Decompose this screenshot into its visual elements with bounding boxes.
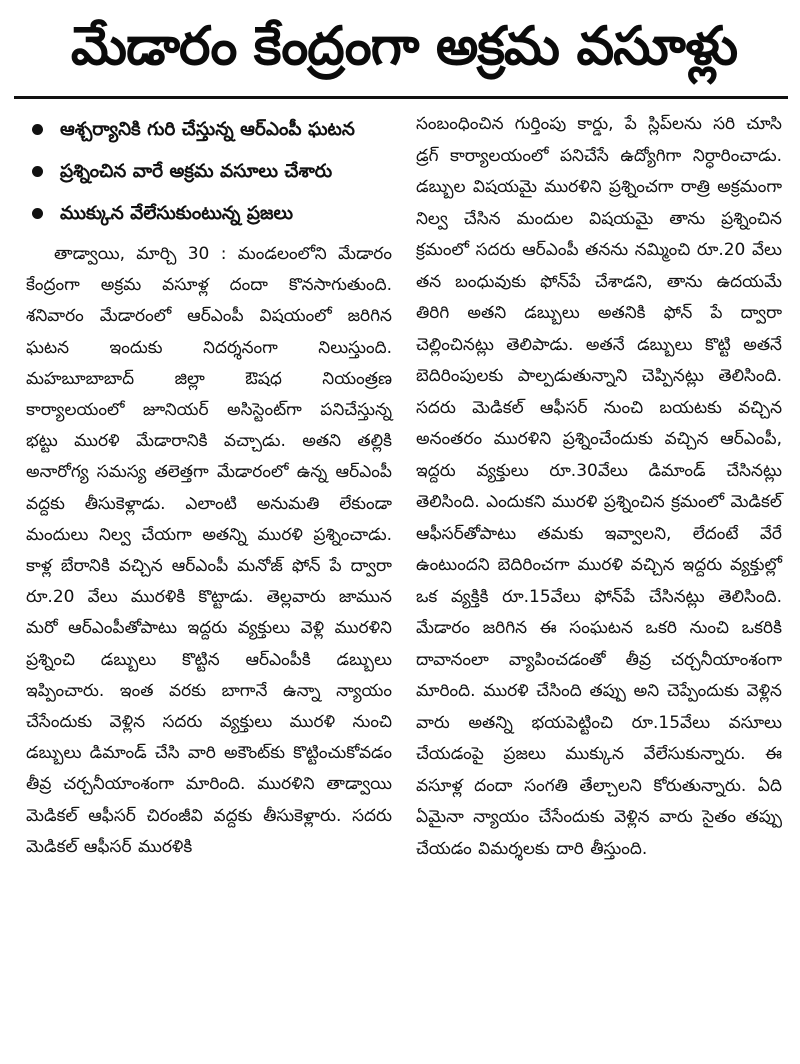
bullet-dot-icon — [32, 208, 43, 219]
subheadline-item — [26, 193, 392, 235]
bullet-dot-icon — [32, 166, 43, 177]
subheadline-item — [26, 151, 392, 193]
subheadline-text: ముక్కున వేలేసుకుంటున్న ప్రజలు — [60, 203, 294, 224]
bullet-dot-icon — [32, 124, 43, 135]
article-body-right: సంబంధించిన గుర్తింపు కార్డు, పే స్లిప్‌లను సరి చూసి డ్రగ్ కార్యాలయంలో పనిచేసే ఉద్యోగిగా నిర్ధారించాడు. డబ్బుల విషయమై మురళిని ప్రశ్నించగా రాత్రి అక్రమంగా నిల్వ చేసిన మందుల విషయమై తాను ప్రశ్నించిన క్రమంలో సదరు ఆర్‌ఎంపీ తనను నమ్మించి రూ.20 వేలు తన బంధువుకు ఫోన్‌పే చేశాడని, తాను ఉదయమే తిరిగి అతని డబ్బులు అతనికి ఫోన్ పే ద్వారా చెల్లించినట్లు తెలిపాడు. అతనే డబ్బులు కొట్టి అతనే బెదిరింపులకు పాల్పడుతున్నాని చెప్పినట్లు తెలిసింది. సదరు మెడికల్ ఆఫీసర్ నుంచి బయటకు వచ్చిన అనంతరం మురళిని ప్రశ్నించేందుకు వచ్చిన ఆర్‌ఎంపీ, ఇద్దరు వ్యక్తులు రూ.30వేలు డిమాండ్ చేసినట్లు తెలిసింది. ఎందుకని మురళి ప్రశ్నించిన క్రమంలో మెడికల్ ఆఫీసర్‌తోపాటు తమకు ఇవ్వాలని, లేదంటే వేరే ఉంటుందని బెదిరించగా మురళి వచ్చిన ఇద్దరు వ్యక్తుల్లో ఒక వ్యక్తికి రూ.15వేలు ఫోన్‌పే చేసినట్లు తెలిసింది. మేడారం జరిగిన ఈ సంఘటన ఒకరి నుంచి ఒకరికి దావానంలా వ్యాపించడంతో తీవ్ర చర్చనీయాంశంగా మారింది. మురళి చేసింది తప్పు అని చెప్పేందుకు వెళ్లిన వారు అతన్ని భయపెట్టించి రూ.15వేలు వసూలు చేయడంపై ప్రజలు ముక్కున వేలేసుకున్నారు. ఈ వసూళ్ల దందా సంగతి తేల్చాలని కోరుతున్నారు. ఏది ఏమైనా న్యాయం చేసేందుకు వెళ్లిన వారు సైతం తప్పు చేయడం విమర్శలకు దారి తీస్తుంది. — [416, 114, 782, 859]
subheadline-list — [26, 109, 392, 235]
left-column — [26, 109, 406, 865]
headline: మేడారం కేంద్రంగా అక్రమ వసూళ్లు — [70, 16, 738, 77]
subheadline-text: ఆశ్చర్యానికి గురి చేస్తున్న ఆర్‌ఎంపీ ఘటన — [60, 119, 355, 140]
headline-divider — [14, 96, 788, 99]
subheadline-item — [26, 109, 392, 151]
article-columns — [26, 109, 782, 865]
right-column — [406, 109, 782, 865]
article-body-left: తాడ్వాయి, మార్చి 30 : మండలంలోని మేడారం కేంద్రంగా అక్రమ వసూళ్ల దందా కొనసాగుతుంది. శనివారం మేడారంలో ఆర్‌ఎంపీ విషయంలో జరిగిన ఘటన ఇందుకు నిదర్శనంగా నిలుస్తుంది. మహబూబాబాద్ జిల్లా ఔషధ నియంత్రణ కార్యాలయంలో జూనియర్ అసిస్టెంట్‌గా పనిచేస్తున్న భట్టు మురళి మేడారానికి వచ్చాడు. అతని తల్లికి అనారోగ్య సమస్య తలెత్తగా మేడారంలో ఉన్న ఆర్‌ఎంపీ వద్దకు తీసుకెళ్లాడు. ఎలాంటి అనుమతి లేకుండా మందులు నిల్వ చేయగా అతన్ని మురళి ప్రశ్నించాడు. కాళ్ల బేరానికి వచ్చిన ఆర్‌ఎంపీ మనోజ్ ఫోన్ పే ద్వారా రూ.20 వేలు మురళికి కొట్టాడు. తెల్లవారు జామున మరో ఆర్‌ఎంపీతోపాటు ఇద్దరు వ్యక్తులు వెళ్లి మురళిని ప్రశ్నించి డబ్బులు కొట్టిన ఆర్‌ఎంపీకి డబ్బులు ఇప్పించారు. ఇంత వరకు బాగానే ఉన్నా న్యాయం చేసేందుకు వెళ్లిన సదరు వ్యక్తులు మురళి నుంచి డబ్బులు డిమాండ్ చేసి వారి అకౌంట్‌కు కొట్టించుకోవడం తీవ్ర చర్చనీయాంశంగా మారింది. మురళిని తాడ్వాయి మెడికల్ ఆఫీసర్ చిరంజీవి వద్దకు తీసుకెళ్లారు. సదరు మెడికల్ ఆఫీసర్ మురళికి — [26, 244, 392, 857]
subheadline-text: ప్రశ్నించిన వారే అక్రమ వసూలు చేశారు — [60, 161, 333, 182]
